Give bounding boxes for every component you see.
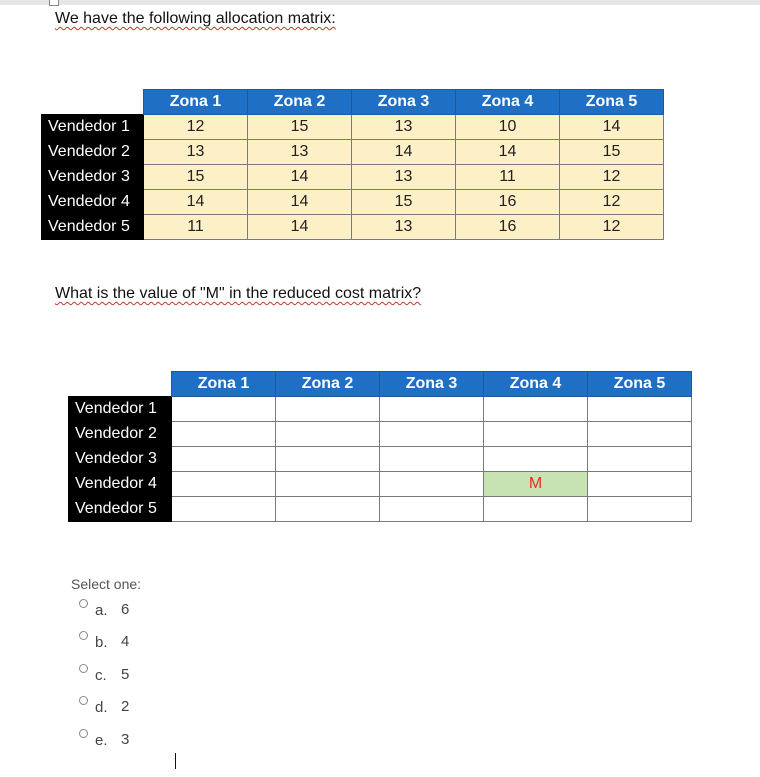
empty-cell xyxy=(588,397,692,422)
vendor-label: Vendedor 5 xyxy=(69,497,172,522)
empty-cell xyxy=(588,422,692,447)
option-letter: e. xyxy=(95,732,108,749)
option-value[interactable]: 3 xyxy=(121,731,130,748)
zone-header: Zona 4 xyxy=(456,90,560,115)
option-letter: d. xyxy=(95,699,108,716)
table-row xyxy=(42,190,664,215)
table-row xyxy=(42,140,664,165)
radio-button[interactable] xyxy=(79,696,88,705)
empty-cell xyxy=(380,472,484,497)
vendor-label: Vendedor 4 xyxy=(42,190,144,215)
vendor-label: Vendedor 1 xyxy=(69,397,172,422)
table-row xyxy=(69,497,692,522)
matrix-cell: 14 xyxy=(144,190,248,215)
vendor-label: Vendedor 2 xyxy=(42,140,144,165)
empty-cell xyxy=(588,472,692,497)
option-letter: c. xyxy=(95,667,107,684)
empty-cell xyxy=(276,422,380,447)
option-letter: a. xyxy=(95,602,108,619)
empty-cell xyxy=(276,472,380,497)
table-row xyxy=(69,447,692,472)
zone-header: Zona 3 xyxy=(352,90,456,115)
matrix-cell: 12 xyxy=(560,190,664,215)
matrix-cell: 12 xyxy=(560,165,664,190)
radio-button[interactable] xyxy=(79,729,88,738)
empty-cell xyxy=(380,447,484,472)
zone-header: Zona 5 xyxy=(560,90,664,115)
empty-cell xyxy=(172,447,276,472)
matrix-cell: 14 xyxy=(456,140,560,165)
matrix-cell: 15 xyxy=(248,115,352,140)
matrix-cell: 11 xyxy=(456,165,560,190)
matrix-cell: 13 xyxy=(248,140,352,165)
matrix-cell: 13 xyxy=(352,215,456,240)
matrix-cell: 14 xyxy=(352,140,456,165)
empty-cell xyxy=(172,497,276,522)
empty-cell xyxy=(588,497,692,522)
empty-cell xyxy=(172,397,276,422)
empty-cell xyxy=(380,497,484,522)
zone-header: Zona 2 xyxy=(276,372,380,397)
matrix-cell: 11 xyxy=(144,215,248,240)
empty-cell xyxy=(276,497,380,522)
empty-cell xyxy=(484,397,588,422)
zone-header: Zona 1 xyxy=(144,90,248,115)
empty-cell xyxy=(172,472,276,497)
empty-cell xyxy=(588,447,692,472)
matrix-cell: 12 xyxy=(560,215,664,240)
vendor-label: Vendedor 4 xyxy=(69,472,172,497)
option-value[interactable]: 5 xyxy=(121,666,130,683)
matrix-cell: 12 xyxy=(144,115,248,140)
matrix-cell: 13 xyxy=(144,140,248,165)
reduced-header-row xyxy=(69,372,692,397)
zone-header: Zona 2 xyxy=(248,90,352,115)
question-text: What is the value of "M" in the reduced cost matrix? xyxy=(55,285,422,302)
empty-cell xyxy=(380,422,484,447)
matrix-cell: 16 xyxy=(456,190,560,215)
empty-cell xyxy=(484,447,588,472)
reduced-cost-matrix-table xyxy=(68,371,692,522)
matrix-cell: 10 xyxy=(456,115,560,140)
radio-button[interactable] xyxy=(79,631,88,640)
select-one-label: Select one: xyxy=(71,576,142,592)
allocation-header-row xyxy=(42,90,664,115)
option-value[interactable]: 4 xyxy=(121,633,130,650)
zone-header: Zona 3 xyxy=(380,372,484,397)
table-row xyxy=(42,215,664,240)
table-row xyxy=(69,472,692,497)
table-row xyxy=(69,422,692,447)
zone-header: Zona 4 xyxy=(484,372,588,397)
option-letter: b. xyxy=(95,634,108,651)
empty-cell xyxy=(172,422,276,447)
matrix-cell: 15 xyxy=(144,165,248,190)
page-corner-marker xyxy=(49,0,59,6)
zone-header: Zona 1 xyxy=(172,372,276,397)
matrix-cell: 14 xyxy=(560,115,664,140)
table-row xyxy=(42,165,664,190)
m-cell: M xyxy=(484,472,588,497)
table-row xyxy=(42,115,664,140)
zone-header: Zona 5 xyxy=(588,372,692,397)
table-row xyxy=(69,397,692,422)
vendor-label: Vendedor 2 xyxy=(69,422,172,447)
intro-text: We have the following allocation matrix: xyxy=(55,10,336,27)
matrix-cell: 14 xyxy=(248,215,352,240)
option-value[interactable]: 2 xyxy=(121,698,130,715)
matrix-cell: 16 xyxy=(456,215,560,240)
radio-button[interactable] xyxy=(79,664,88,673)
option-value[interactable]: 6 xyxy=(121,601,130,618)
radio-button[interactable] xyxy=(79,599,88,608)
matrix-cell: 13 xyxy=(352,165,456,190)
matrix-cell: 14 xyxy=(248,165,352,190)
vendor-label: Vendedor 5 xyxy=(42,215,144,240)
empty-cell xyxy=(276,397,380,422)
window-top-bar xyxy=(0,0,760,5)
matrix-cell: 14 xyxy=(248,190,352,215)
table-corner xyxy=(42,90,144,115)
matrix-cell: 13 xyxy=(352,115,456,140)
vendor-label: Vendedor 3 xyxy=(69,447,172,472)
empty-cell xyxy=(380,397,484,422)
vendor-label: Vendedor 1 xyxy=(42,115,144,140)
vendor-label: Vendedor 3 xyxy=(42,165,144,190)
empty-cell xyxy=(276,447,380,472)
table-corner xyxy=(69,372,172,397)
matrix-cell: 15 xyxy=(560,140,664,165)
empty-cell xyxy=(484,497,588,522)
matrix-cell: 15 xyxy=(352,190,456,215)
allocation-matrix-table xyxy=(41,89,664,240)
text-cursor xyxy=(175,753,176,769)
empty-cell xyxy=(484,422,588,447)
